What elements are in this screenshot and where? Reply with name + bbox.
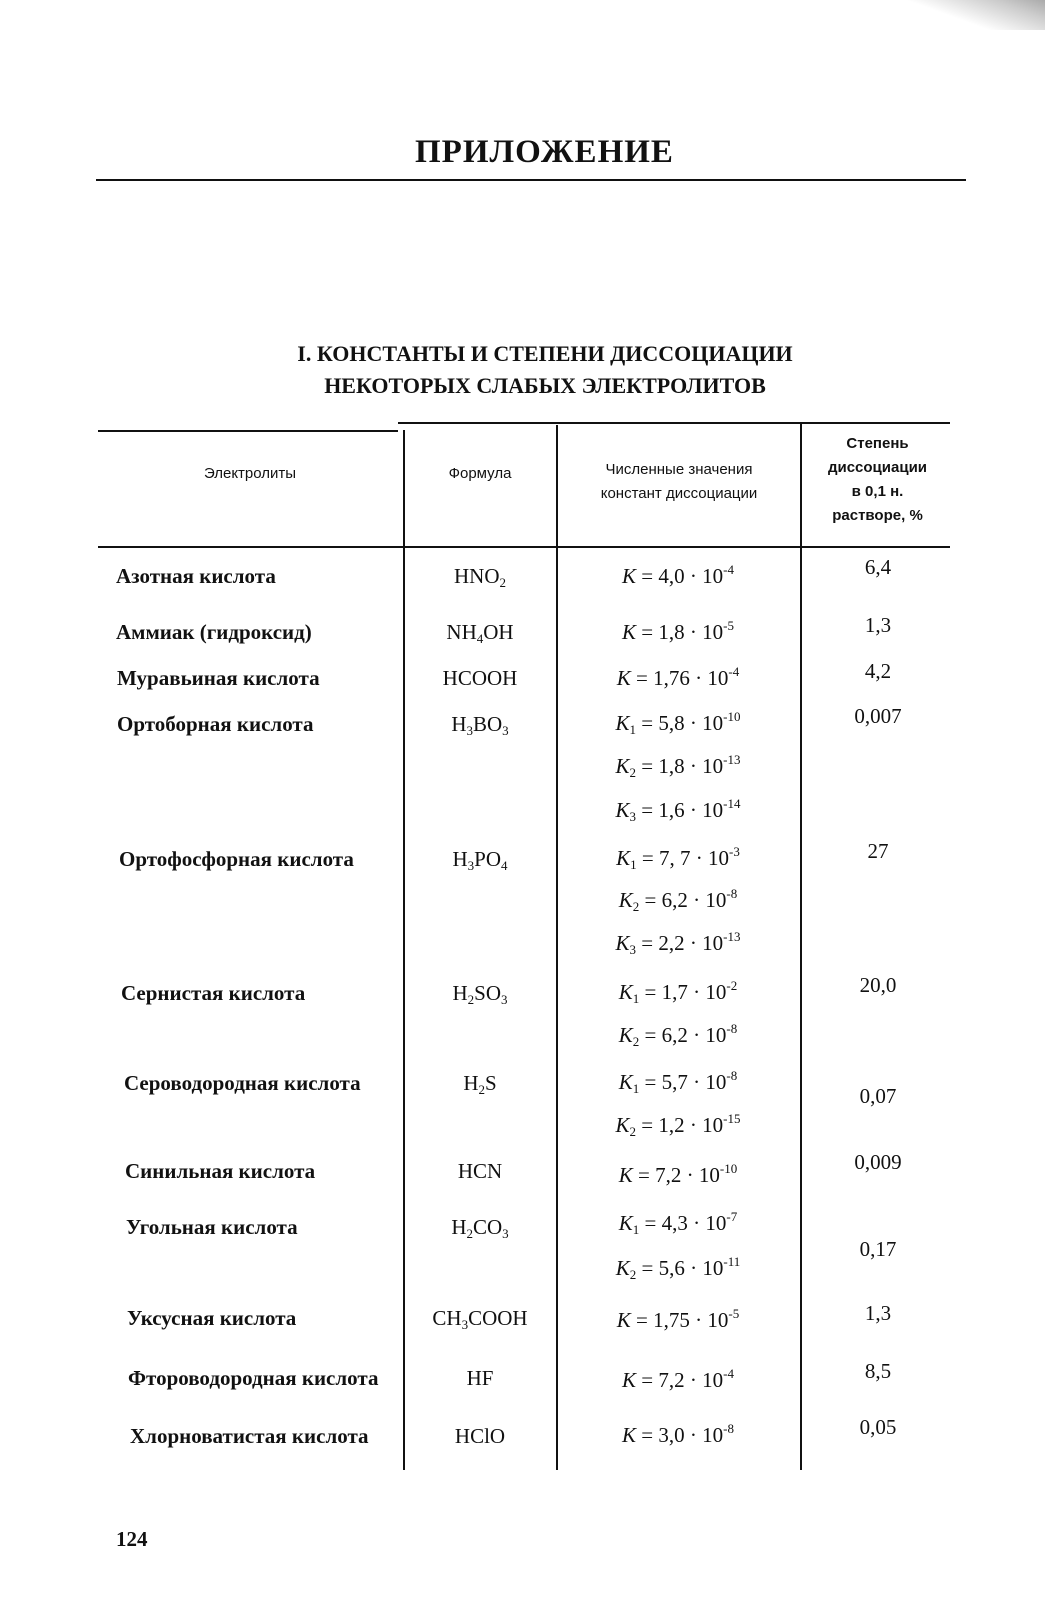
electrolyte-name: Аммиак (гидроксид) bbox=[116, 620, 312, 644]
constant-symbol: K bbox=[622, 620, 637, 644]
table-top-rule-right bbox=[398, 422, 950, 424]
constant-exponent: -7 bbox=[726, 1209, 738, 1224]
dissociation-constant: $K = 7,2 \cdot 10^{-4}$ bbox=[622, 1366, 734, 1392]
dissociation-degree: 0,17 bbox=[859, 1237, 897, 1261]
constant-index: 3 bbox=[629, 809, 637, 824]
header-degree-line-2: диссоциации bbox=[827, 459, 928, 476]
section-title bbox=[200, 338, 890, 402]
constant-symbol: K bbox=[615, 798, 630, 822]
constant-symbol: K bbox=[618, 1163, 633, 1187]
dissociation-constant: $K_3 = 1,6 \cdot 10^{-14}$ bbox=[615, 796, 741, 824]
constant-exponent: -8 bbox=[726, 1068, 738, 1083]
dissociation-constant: $K_1 = 7$, $7 \cdot 10^{-3}$ bbox=[616, 844, 740, 872]
header-constant-line-2: констант диссоциации bbox=[600, 485, 758, 502]
electrolyte-name: Ортоборная кислота bbox=[117, 712, 314, 736]
constant-index: 2 bbox=[632, 899, 640, 914]
constant-exponent: -15 bbox=[723, 1111, 741, 1126]
constant-index: 2 bbox=[629, 765, 637, 780]
title-rule bbox=[96, 179, 966, 181]
constant-exponent: -10 bbox=[719, 1161, 738, 1176]
dissociation-constant: $K_2 = 1,2 \cdot 10^{-15}$ bbox=[615, 1111, 741, 1139]
constant-symbol: K bbox=[616, 1308, 631, 1332]
constant-exponent: -10 bbox=[723, 709, 741, 724]
constant-symbol: K bbox=[615, 1113, 630, 1137]
constant-index: 1 bbox=[632, 1081, 640, 1096]
formula: $H_2S$ bbox=[463, 1071, 497, 1097]
dissociation-constant: $K = 1,8 \cdot 10^{-5}$ bbox=[622, 618, 734, 644]
header-degree bbox=[805, 432, 950, 528]
dissociation-degree: 1,3 bbox=[864, 1301, 892, 1325]
constant-symbol: K bbox=[618, 1070, 633, 1094]
electrolyte-name: Хлорноватистая кислота bbox=[130, 1424, 369, 1448]
constant-index: 1 bbox=[629, 722, 637, 737]
constant-exponent: -8 bbox=[726, 1021, 738, 1036]
dissociation-constant: $K_1 = 1,7 \cdot 10^{-2}$ bbox=[618, 978, 738, 1006]
header-degree-line-3: в 0,1 н. bbox=[851, 483, 904, 500]
formula-subscript: 4 bbox=[501, 858, 508, 873]
header-constant-line-1: Численные значения bbox=[605, 461, 753, 478]
constant-exponent: -5 bbox=[723, 618, 734, 633]
dissociation-constant: $K_1 = 5,8 \cdot 10^{-10}$ bbox=[615, 709, 741, 737]
formula-subscript: 2 bbox=[466, 1226, 473, 1241]
constant-exponent: -5 bbox=[728, 1306, 740, 1321]
formula-subscript: 3 bbox=[501, 992, 508, 1007]
dissociation-constant: $K_1 = 5,7 \cdot 10^{-8}$ bbox=[618, 1068, 738, 1096]
formula: $H_3PO_4$ bbox=[452, 847, 508, 873]
constant-exponent: -4 bbox=[723, 1366, 734, 1381]
scan-artifact bbox=[875, 0, 1045, 30]
constant-exponent: -8 bbox=[723, 1421, 734, 1436]
formula: HCOOH bbox=[442, 666, 518, 690]
constant-symbol: K bbox=[616, 666, 631, 690]
formula: HF bbox=[466, 1366, 494, 1390]
table-top-rule bbox=[98, 430, 398, 432]
constant-symbol: K bbox=[618, 1023, 633, 1047]
constant-symbol: K bbox=[615, 1256, 630, 1280]
constant-exponent: -3 bbox=[729, 844, 740, 859]
dissociation-constant: $K_2 = 1,8 \cdot 10^{-13}$ bbox=[615, 752, 741, 780]
constant-index: 2 bbox=[632, 1034, 640, 1049]
formula-subscript: 2 bbox=[467, 992, 475, 1007]
electrolyte-name: Уксусная кислота bbox=[127, 1306, 297, 1330]
constant-symbol: K bbox=[618, 980, 633, 1004]
constant-exponent: -2 bbox=[726, 978, 738, 993]
header-degree-line-1: Степень bbox=[846, 435, 909, 452]
constant-exponent: -4 bbox=[723, 562, 734, 577]
constant-exponent: -11 bbox=[723, 1254, 741, 1269]
formula: $CH_3COOH$ bbox=[432, 1306, 528, 1332]
constant-index: 2 bbox=[629, 1124, 637, 1139]
constant-index: 2 bbox=[629, 1267, 637, 1282]
dissociation-constant: $K = 4,0 \cdot 10^{-4}$ bbox=[622, 562, 734, 588]
constant-symbol: K bbox=[616, 846, 631, 870]
header-electrolyte: Электролиты bbox=[203, 465, 297, 482]
electrolyte-name: Угольная кислота bbox=[126, 1215, 298, 1239]
header-formula: Формула bbox=[448, 465, 512, 482]
dissociation-degree: 0,07 bbox=[859, 1084, 897, 1108]
header-constant bbox=[560, 458, 798, 506]
formula-subscript: 2 bbox=[478, 1082, 485, 1097]
electrolyte-name: Ортофосфорная кислота bbox=[119, 847, 354, 871]
constant-symbol: K bbox=[615, 754, 630, 778]
electrolyte-name: Сероводородная кислота bbox=[124, 1071, 361, 1095]
dissociation-degree: 0,05 bbox=[859, 1415, 897, 1439]
formula-subscript: 3 bbox=[502, 1226, 509, 1241]
dissociation-degree: 6,4 bbox=[864, 555, 892, 579]
header-degree-line-4: растворе, % bbox=[832, 507, 923, 524]
constant-exponent: -4 bbox=[728, 664, 740, 679]
dissociation-degree: 0,009 bbox=[854, 1150, 902, 1174]
dissociation-degree: 1,3 bbox=[864, 613, 892, 637]
dissociation-degree: 8,5 bbox=[864, 1359, 892, 1383]
constant-index: 1 bbox=[630, 857, 637, 872]
formula-subscript: 3 bbox=[466, 723, 473, 738]
constant-exponent: -13 bbox=[723, 752, 741, 767]
dissociation-constant: $K = 3,0 \cdot 10^{-8}$ bbox=[622, 1421, 734, 1447]
constant-symbol: K bbox=[622, 1368, 637, 1392]
section-title-line-2: НЕКОТОРЫХ СЛАБЫХ ЭЛЕКТРОЛИТОВ bbox=[324, 373, 766, 398]
formula-subscript: 3 bbox=[467, 858, 475, 873]
formula: $H_3BO_3$ bbox=[451, 712, 509, 738]
constant-exponent: -14 bbox=[723, 796, 741, 811]
constant-symbol: K bbox=[622, 564, 637, 588]
formula: $HNO_2$ bbox=[454, 564, 506, 590]
dissociation-constant: $K_1 = 4,3 \cdot 10^{-7}$ bbox=[618, 1209, 738, 1237]
constant-symbol: K bbox=[618, 888, 633, 912]
formula: HCN bbox=[457, 1159, 503, 1183]
constant-exponent: -8 bbox=[726, 886, 738, 901]
formula-subscript: 3 bbox=[502, 723, 509, 738]
dissociation-constant: $K = 1,76 \cdot 10^{-4}$ bbox=[616, 664, 740, 690]
electrolyte-name: Азотная кислота bbox=[116, 564, 276, 588]
constant-symbol: K bbox=[618, 1211, 633, 1235]
constant-exponent: -13 bbox=[723, 929, 741, 944]
header-bottom-rule bbox=[98, 546, 950, 548]
electrolyte-name: Сернистая кислота bbox=[121, 981, 306, 1005]
dissociation-degree: 4,2 bbox=[864, 659, 892, 683]
formula: $H_2CO_3$ bbox=[451, 1215, 509, 1241]
formula-subscript: 4 bbox=[476, 631, 484, 646]
column-divider-3 bbox=[800, 423, 802, 1470]
page-number: 124 bbox=[116, 1527, 148, 1551]
dissociation-degree: 0,007 bbox=[854, 704, 902, 728]
dissociation-constant: $K_3 = 2,2 \cdot 10^{-13}$ bbox=[615, 929, 741, 957]
dissociation-constant: $K_2 = 6,2 \cdot 10^{-8}$ bbox=[618, 1021, 738, 1049]
constant-symbol: K bbox=[622, 1423, 637, 1447]
electrolyte-name: Фтороводородная кислота bbox=[128, 1366, 379, 1390]
formula-subscript: 2 bbox=[499, 575, 506, 590]
formula: $NH_4OH$ bbox=[446, 620, 514, 646]
dissociation-constant: $K = 1,75 \cdot 10^{-5}$ bbox=[616, 1306, 740, 1332]
dissociation-degree: 27 bbox=[867, 839, 889, 863]
section-title-line-1: I. КОНСТАНТЫ И СТЕПЕНИ ДИССОЦИАЦИИ bbox=[297, 341, 793, 366]
constant-index: 3 bbox=[629, 942, 637, 957]
dissociation-degree: 20,0 bbox=[859, 973, 897, 997]
page-title: ПРИЛОЖЕНИЕ bbox=[415, 134, 674, 170]
constant-symbol: K bbox=[615, 931, 630, 955]
dissociation-constant: $K_2 = 5,6 \cdot 10^{-11}$ bbox=[615, 1254, 741, 1282]
formula: HClO bbox=[454, 1424, 506, 1448]
constant-symbol: K bbox=[615, 711, 630, 735]
formula: $H_2SO_3$ bbox=[452, 981, 508, 1007]
dissociation-constant: $K_2 = 6,2 \cdot 10^{-8}$ bbox=[618, 886, 738, 914]
dissociation-constant: $K = 7,2 \cdot 10^{-10}$ bbox=[618, 1161, 738, 1187]
electrolyte-name: Синильная кислота bbox=[125, 1159, 316, 1183]
formula-subscript: 3 bbox=[461, 1317, 469, 1332]
electrolyte-name: Муравьиная кислота bbox=[117, 666, 320, 690]
constant-index: 1 bbox=[632, 1222, 640, 1237]
constant-index: 1 bbox=[632, 991, 640, 1006]
